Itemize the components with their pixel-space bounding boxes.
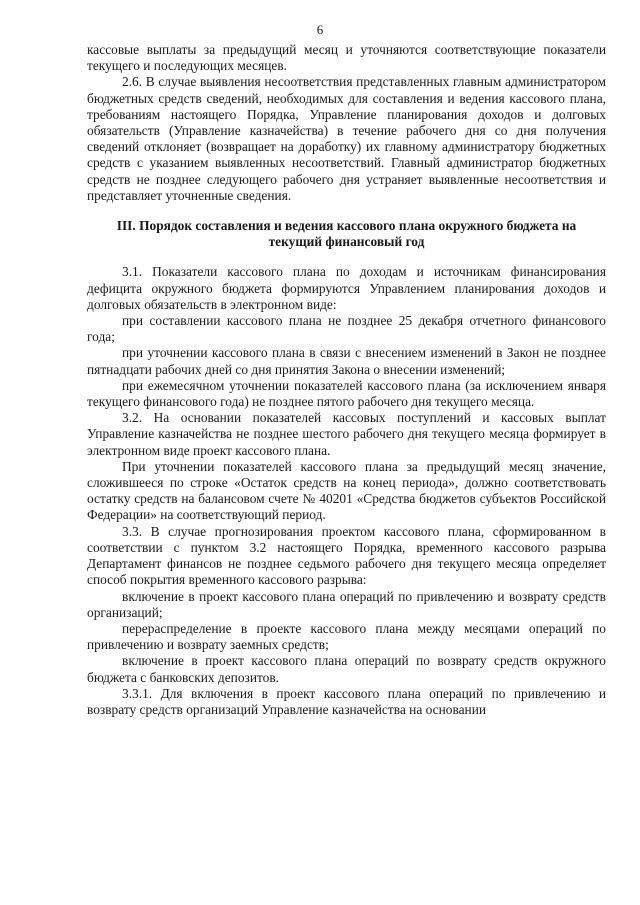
paragraph: При уточнении показателей кассового плана за предыдущий месяц значение, сложившееся по строке «Остаток средств на конец периода», должно соответствовать остатку средств на балансовом счете № 40201 «Средства бюджетов субъектов Российской Федерации» на соответствующий период. [87, 458, 606, 523]
paragraph: перераспределение в проекте кассового плана между месяцами операций по привлечению и возврату заемных средств; [87, 620, 606, 653]
paragraph: при уточнении кассового плана в связи с внесением изменений в Закон не позднее пятнадцати рабочих дней со дня принятия Закона о внесении изменений; [87, 345, 606, 377]
paragraph: кассовые выплаты за предыдущий месяц и уточняются соответствующие показатели текущего и последующих месяцев. [87, 42, 606, 74]
document-body [87, 42, 606, 718]
paragraph: 3.2. На основании показателей кассовых поступлений и кассовых выплат Управление казначейства не позднее шестого рабочего дня текущего месяца формирует в электронном виде проект кассового плана. [87, 410, 606, 458]
page-number: 6 [316, 22, 324, 37]
section-heading: III. Порядок составления и ведения кассового плана окружного бюджета на текущий финансовый год [116, 218, 577, 250]
paragraph: 3.3.1. Для включения в проект кассового плана операций по привлечению и возврату средств организаций Управление казначейства на основании [87, 685, 606, 717]
paragraph: при ежемесячном уточнении показателей кассового плана (за исключением января текущего финансового года) не позднее пятого рабочего дня текущего месяца. [87, 377, 606, 410]
paragraph: 2.6. В случае выявления несоответствия представленных главным администратором бюджетных средств сведений, необходимых для составления и ведения кассового плана, требованиям настоящего Порядка, Управление планирования доходов и долговых обязательств (Управление казначейства) в течение рабочего дня со дня получения сведений отклоняет (возвращает на доработку) их главному администратору бюджетных средств с указанием выявленных несоответствий. Главный администратор бюджетных средств не позднее следующего рабочего дня устраняет выявленные несоответствия и представляет уточненные сведения. [87, 74, 606, 203]
paragraph: включение в проект кассового плана операций по возврату средств окружного бюджета с банковских депозитов. [87, 653, 606, 685]
paragraph: 3.3. В случае прогнозирования проектом кассового плана, сформированном в соответствии с пунктом 3.2 настоящего Порядка, временного кассового разрыва Департамент финансов не позднее седьмого рабочего дня текущего месяца определяет способ покрытия временного кассового разрыва: [87, 523, 606, 588]
paragraph: включение в проект кассового плана операций по привлечению и возврату средств организаций; [87, 588, 606, 620]
paragraph: при составлении кассового плана не позднее 25 декабря отчетного финансового года; [87, 313, 606, 345]
paragraph: 3.1. Показатели кассового плана по доходам и источникам финансирования дефицита окружного бюджета формируются Управлением планирования доходов и долговых обязательств в электронном виде: [87, 264, 606, 312]
